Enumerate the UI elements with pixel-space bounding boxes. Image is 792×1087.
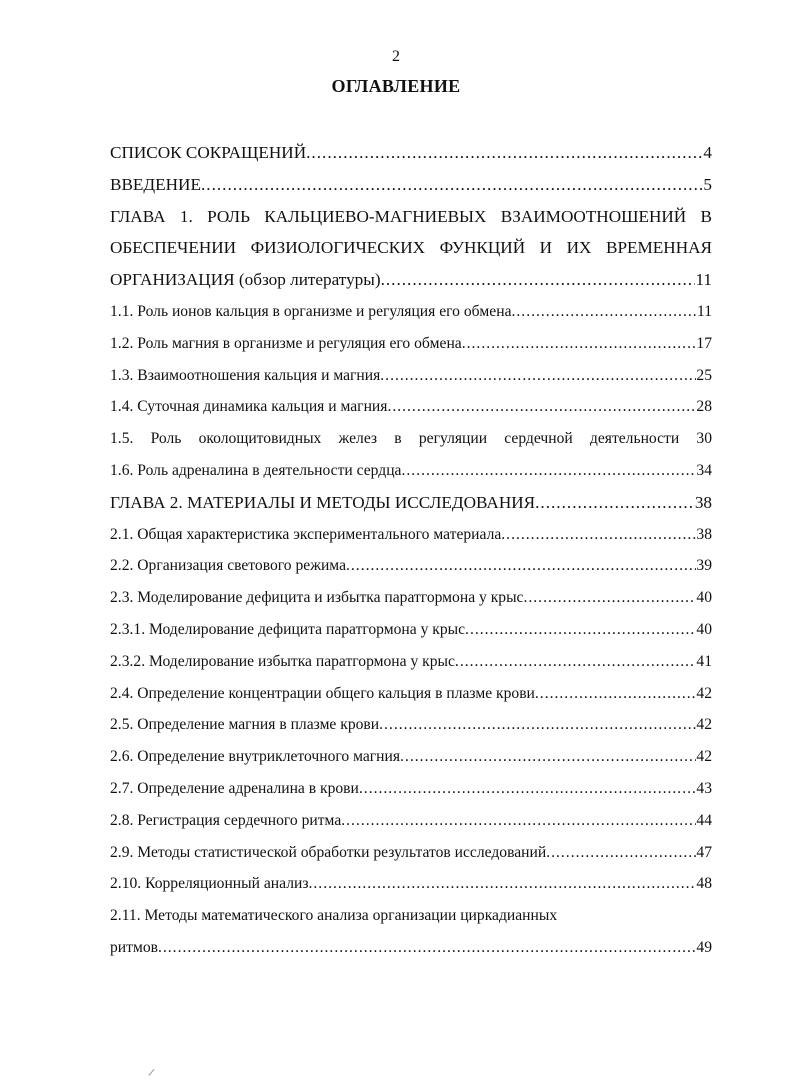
page-number: 2 — [392, 48, 400, 65]
toc-page-number: 17 — [696, 334, 712, 352]
toc-entry-text: 1.4. Суточная динамика кальция и магния — [110, 398, 388, 416]
toc-entry-text: 2.1. Общая характеристика экспериментального материала — [110, 525, 502, 543]
toc-entry-2-3 — [110, 582, 712, 614]
dot-leader — [462, 328, 697, 360]
toc-entry-text: ОБЕСПЕЧЕНИИ ФИЗИОЛОГИЧЕСКИХ ФУНКЦИЙ И ИХ ВРЕМЕННАЯ — [110, 238, 712, 258]
toc-page-number: 40 — [696, 620, 712, 638]
dot-leader — [523, 582, 696, 614]
toc-entry-2-8 — [110, 805, 712, 837]
scan-mark — [148, 1069, 160, 1081]
toc-page-number: 38 — [694, 492, 712, 512]
toc-entry-text: 2.2. Организация светового режима — [110, 557, 346, 575]
toc-entry-text: 1.3. Взаимоотношения кальция и магния — [110, 366, 381, 384]
toc-entry-1-4 — [110, 391, 712, 423]
dot-leader — [535, 678, 697, 710]
toc-entry-text: 2.11. Методы математического анализа организации циркадианных — [110, 907, 558, 925]
dot-leader — [387, 391, 696, 423]
toc-entry-2-5 — [110, 709, 712, 741]
dot-leader — [346, 550, 696, 582]
dot-leader — [401, 455, 696, 487]
dot-leader — [381, 264, 696, 296]
dot-leader — [341, 805, 696, 837]
toc-page-number: 11 — [695, 270, 712, 290]
toc-entry-text: ВВЕДЕНИЕ — [110, 174, 201, 194]
toc-page-number: 42 — [696, 684, 712, 702]
toc-page-number: 47 — [696, 843, 712, 861]
dot-leader — [306, 137, 703, 169]
toc-page-number: 4 — [703, 143, 712, 162]
toc-entry-1-3 — [110, 360, 712, 392]
toc-entry-1-2 — [110, 328, 712, 360]
toc-entry-text: 2.9. Методы статистической обработки результатов исследований — [110, 843, 547, 861]
dot-leader — [309, 868, 697, 900]
dot-leader — [465, 614, 696, 646]
toc-page-number: 39 — [696, 557, 712, 575]
toc-entry-text: 1.5. Роль околощитовидных желез в регуляции сердечной деятельности 30 — [110, 430, 712, 448]
toc-entry-2-7 — [110, 773, 712, 805]
dot-leader — [359, 773, 697, 805]
toc-page-number: 41 — [696, 652, 712, 670]
toc-entry-text: 2.6. Определение внутриклеточного магния — [110, 748, 401, 766]
toc-entry-text: 2.3.2. Моделирование избытка паратгормона у крыс — [110, 652, 455, 670]
toc-page-number: 25 — [696, 366, 712, 384]
toc-entry-abbreviations — [110, 137, 712, 169]
toc-entry-text: 2.5. Определение магния в плазме крови — [110, 716, 380, 734]
toc-entry-text: ГЛАВА 1. РОЛЬ КАЛЬЦИЕВО-МАГНИЕВЫХ ВЗАИМООТНОШЕНИЙ В — [110, 206, 712, 226]
toc-entry-2-10 — [110, 868, 712, 900]
toc-page-number: 48 — [696, 875, 712, 893]
toc-page-number: 42 — [696, 748, 712, 766]
toc-entry-1-1 — [110, 296, 712, 328]
toc-entry-2-6 — [110, 741, 712, 773]
toc-entry-2-11-line-1 — [110, 900, 712, 932]
dot-leader — [546, 837, 696, 869]
toc-entry-2-3-1 — [110, 614, 712, 646]
toc-entry-introduction — [110, 169, 712, 201]
dot-leader — [380, 360, 696, 392]
toc-page-number: 34 — [696, 461, 712, 479]
toc-entry-text: 2.7. Определение адреналина в крови — [110, 779, 359, 797]
toc-entry-2-4 — [110, 678, 712, 710]
toc-page-number: 42 — [696, 716, 712, 734]
dot-leader — [535, 487, 695, 519]
table-of-contents — [110, 137, 712, 964]
toc-entry-chapter-1-line-1 — [110, 201, 712, 233]
toc-entry-text: 2.3.1. Моделирование дефицита паратгормона у крыс — [110, 620, 466, 638]
dot-leader — [400, 741, 696, 773]
dot-leader — [512, 296, 697, 328]
toc-page-number: 38 — [696, 525, 712, 543]
toc-page-number: 43 — [696, 779, 712, 797]
toc-entry-2-9 — [110, 837, 712, 869]
toc-entry-text: 1.6. Роль адреналина в деятельности сердца — [110, 461, 402, 479]
toc-entry-text: 2.3. Моделирование дефицита и избытка паратгормона у крыс — [110, 589, 524, 607]
toc-entry-chapter-2 — [110, 487, 712, 519]
dot-leader — [501, 519, 696, 551]
toc-page-number: 49 — [696, 938, 712, 956]
toc-entry-text: ГЛАВА 2. МАТЕРИАЛЫ И МЕТОДЫ ИССЛЕДОВАНИЯ — [110, 492, 536, 512]
dot-leader — [455, 646, 696, 678]
toc-entry-text: 1.2. Роль магния в организме и регуляция его обмена — [110, 334, 462, 352]
toc-entry-2-1 — [110, 519, 712, 551]
toc-entry-text: 1.1. Роль ионов кальция в организме и регуляция его обмена — [110, 302, 512, 320]
toc-page-number: 28 — [696, 398, 712, 416]
toc-entry-text: СПИСОК СОКРАЩЕНИЙ — [110, 143, 307, 162]
dot-leader — [201, 169, 703, 201]
toc-entry-1-6 — [110, 455, 712, 487]
toc-entry-chapter-1-line-2 — [110, 232, 712, 264]
toc-page-number: 40 — [696, 589, 712, 607]
toc-entry-2-11-line-2 — [110, 932, 712, 964]
toc-entry-chapter-1-line-3 — [110, 264, 712, 296]
toc-entry-2-2 — [110, 550, 712, 582]
toc-page-number: 5 — [703, 174, 712, 194]
toc-entry-2-3-2 — [110, 646, 712, 678]
toc-entry-text: ритмов — [110, 938, 158, 956]
toc-page-number: 44 — [696, 811, 712, 829]
dot-leader — [379, 709, 696, 741]
toc-entry-text: 2.4. Определение концентрации общего кальция в плазме крови — [110, 684, 535, 702]
toc-entry-text: 2.10. Корреляционный анализ — [110, 875, 309, 893]
toc-entry-1-5 — [110, 423, 712, 455]
toc-entry-text: ОРГАНИЗАЦИЯ (обзор литературы) — [110, 270, 381, 290]
dot-leader — [158, 932, 696, 964]
toc-entry-text: 2.8. Регистрация сердечного ритма — [110, 811, 342, 829]
page-title: ОГЛАВЛЕНИЕ — [331, 76, 461, 96]
toc-page-number: 11 — [696, 302, 712, 320]
